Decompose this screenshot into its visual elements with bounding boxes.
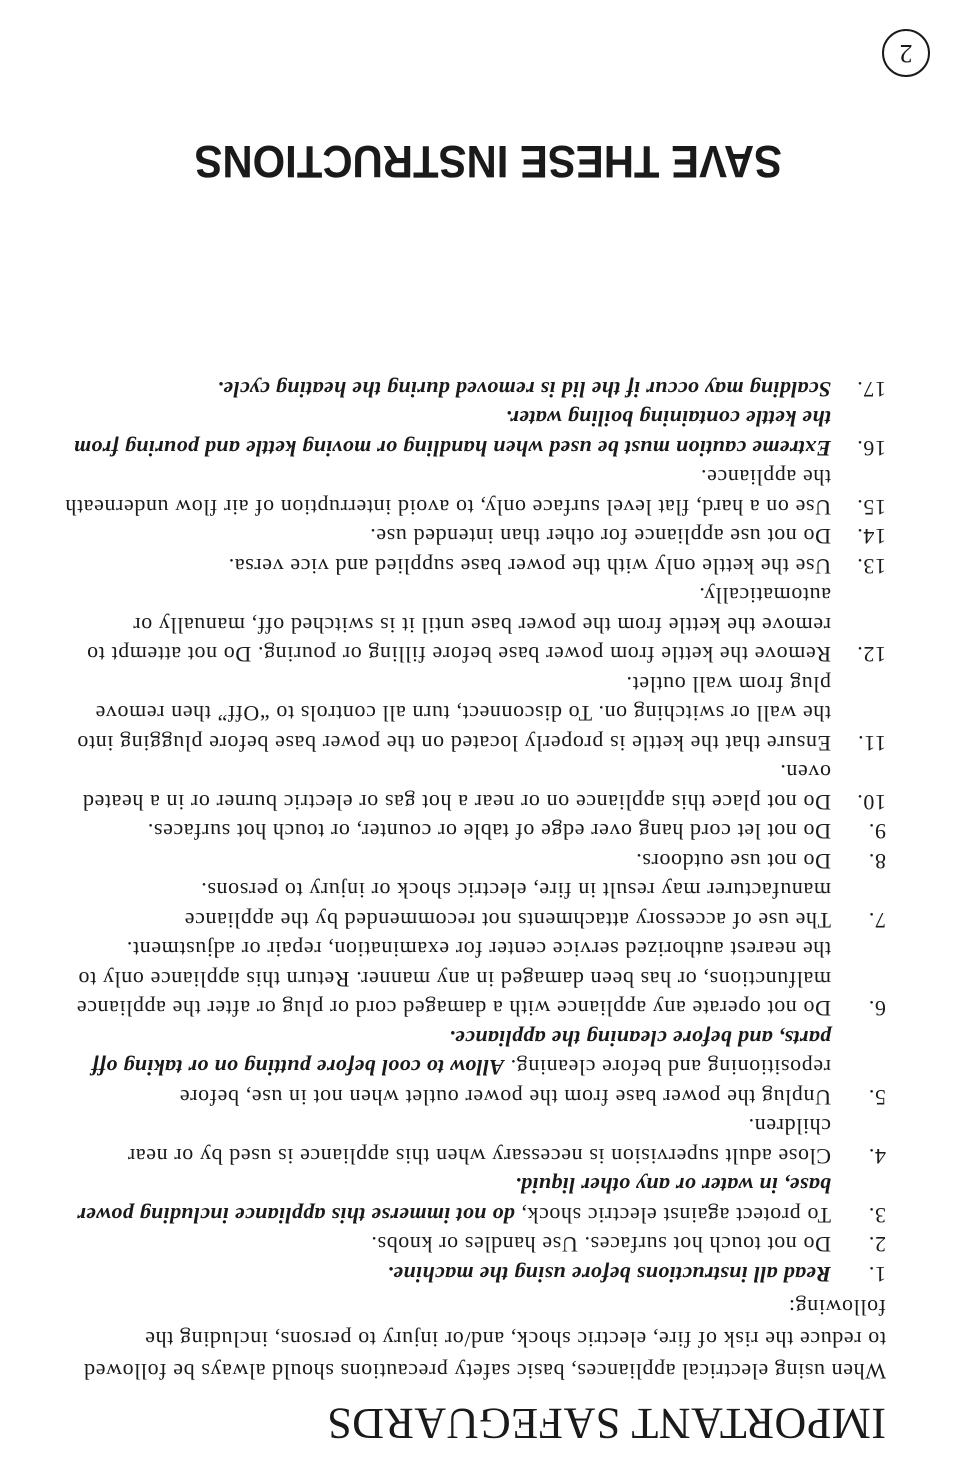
list-item-number: 10. — [856, 790, 886, 815]
list-item-number: 15. — [856, 495, 886, 520]
page-number: 2 — [899, 39, 913, 68]
list-item — [56, 1230, 886, 1260]
list-item-text: To protect against electric shock, — [514, 1203, 831, 1228]
emphasized-text: Read all instructions before using the machine. — [387, 1262, 831, 1287]
save-instructions-heading: SAVE THESE INSTRUCTIONS — [194, 136, 782, 187]
page-number-badge — [882, 29, 930, 77]
list-item-text: Do not use outdoors. — [635, 849, 831, 874]
list-item — [56, 847, 886, 877]
list-item-number: 1. — [868, 1262, 886, 1287]
list-item — [56, 375, 886, 405]
list-item-number: 7. — [868, 908, 886, 933]
list-item-text: Use the kettle only with the power base supplied and vice versa. — [228, 554, 831, 579]
list-item-number: 4. — [868, 1144, 886, 1169]
list-item-text: Do not let cord hang over edge of table or counter, or touch hot surfaces. — [147, 819, 831, 845]
list-item-text: Ensure that the kettle is properly located on the power base before plugging into the wall or switching on. To disconnect, turn all controls to “Off” then remove plug from wall outlet. — [76, 672, 831, 756]
list-item-number: 13. — [856, 554, 886, 579]
list-item-text: Do not touch hot surfaces. Use handles or knobs. — [370, 1232, 831, 1258]
emphasized-text: Extreme caution must be used when handling or moving kettle and pouring from the kettle containing boiling water. — [73, 406, 831, 461]
list-item — [56, 935, 886, 1024]
page-title: IMPORTANT SAFEGUARDS — [326, 1399, 886, 1448]
list-item-number: 16. — [856, 436, 886, 461]
list-item-number: 3. — [868, 1203, 886, 1228]
list-item-number: 2. — [868, 1232, 886, 1258]
list-item — [56, 758, 886, 817]
list-item-text: Do not operate any appliance with a damaged cord or plug or after the appliance malfunctions, or has been damaged in any manner. Return this appliance only to the nearest authorized service center for examination, repair or adjustment. — [76, 937, 831, 1022]
list-item — [56, 552, 886, 582]
list-item-text: The use of accessory attachments not recommended by the appliance manufacturer may result in fire, electric shock or injury to persons. — [184, 878, 831, 933]
safeguards-list — [56, 375, 886, 1290]
list-item — [56, 670, 886, 759]
intro-paragraph: When using electrical appliances, basic safety precautions should always be followed to reduce the risk of fire, electric shock, and/or injury to persons, including the following: — [83, 1295, 886, 1384]
list-item — [56, 404, 886, 463]
list-item — [56, 581, 886, 670]
list-item-number: 17. — [856, 377, 886, 402]
list-item-text: Remove the kettle from power base before filling or pouring. Do not attempt to remove the kettle from the power base until it is switched off, manually or automatically. — [86, 583, 831, 668]
list-item — [56, 522, 886, 552]
emphasized-text: Scalding may occur if the lid is removed during the heating cycle. — [217, 377, 831, 402]
list-item-number: 9. — [868, 819, 886, 845]
list-item-text: Unplug the power base from the power outlet when not in use, before repositioning and before cleaning. — [179, 1055, 831, 1110]
list-item — [56, 1024, 886, 1113]
emphasized-text: Allow to cool before putting on or taking off parts, and before cleaning the appliance. — [91, 1026, 831, 1081]
list-item-number: 5. — [868, 1085, 886, 1110]
list-item-text: Do not place this appliance on or near a hot gas or electric burner or in a heated oven. — [82, 760, 831, 815]
list-item — [56, 1112, 886, 1171]
emphasized-text: do not immerse this appliance including power base, in water or any other liquid. — [76, 1173, 831, 1228]
list-item-number: 6. — [868, 996, 886, 1022]
list-item-number: 12. — [856, 642, 886, 668]
list-item — [56, 463, 886, 522]
list-item-number: 8. — [868, 849, 886, 874]
list-item — [56, 1260, 886, 1290]
list-item-text: Use on a hard, flat level surface only, to avoid interruption of air flow underneath the appliance. — [64, 465, 831, 520]
list-item-text: Close adult supervision is necessary when this appliance is used by or near children. — [127, 1114, 831, 1169]
list-item-number: 14. — [856, 524, 886, 550]
list-item-number: 11. — [857, 731, 886, 756]
list-item — [56, 876, 886, 935]
list-item-text: Do not use appliance for other than intended use. — [369, 524, 831, 550]
list-item — [56, 817, 886, 847]
list-item — [56, 1171, 886, 1230]
